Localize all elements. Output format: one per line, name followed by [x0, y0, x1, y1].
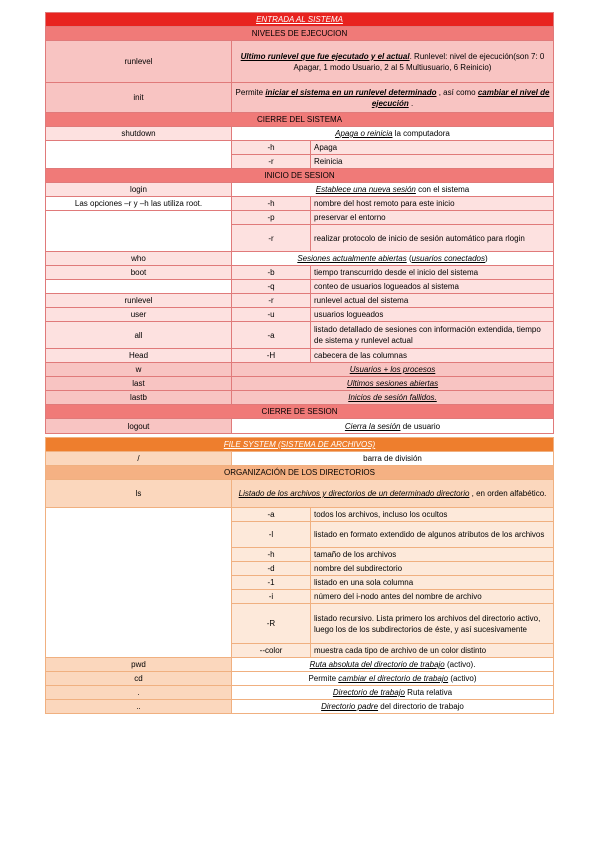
description-link: cambiar el directorio de trabajo	[338, 674, 449, 683]
section-header: INICIO DE SESION	[46, 169, 554, 183]
table-title: ENTRADA AL SISTEMA	[46, 13, 554, 27]
option-cell: -h	[232, 548, 311, 562]
option-desc: realizar protocolo de inicio de sesión automático para rlogin	[311, 225, 554, 252]
option-cell: -r	[232, 294, 311, 308]
command-cell: runlevel	[46, 294, 232, 308]
text: con el sistema	[415, 185, 470, 194]
description-cell	[232, 83, 554, 113]
description-cell	[232, 658, 554, 672]
section-header: NIVELES DE EJECUCION	[46, 27, 554, 41]
table-title: FILE SYSTEM (SISTEMA DE ARCHIVOS)	[46, 438, 554, 452]
option-desc: listado en una sola columna	[311, 576, 554, 590]
empty-cell	[46, 141, 232, 169]
description-cell	[232, 419, 554, 434]
text: del directorio de trabajo	[378, 702, 464, 711]
command-cell: lastb	[46, 391, 232, 405]
description-cell	[232, 41, 554, 83]
section-header: CIERRE DE SESION	[46, 405, 554, 419]
command-cell: .	[46, 686, 232, 700]
option-desc: preservar el entorno	[311, 211, 554, 225]
text: de usuario	[400, 421, 441, 431]
description-link: Ultimo runlevel que fue ejecutado y el actual	[240, 51, 410, 61]
option-cell: -r	[232, 225, 311, 252]
description-cell: barra de división	[232, 452, 554, 466]
option-cell: --color	[232, 644, 311, 658]
option-desc: usuarios logueados	[311, 308, 554, 322]
command-cell: runlevel	[46, 41, 232, 83]
description-cell	[232, 686, 554, 700]
option-desc: todos los archivos, incluso los ocultos	[311, 508, 554, 522]
description-cell	[232, 700, 554, 714]
text: )	[485, 254, 488, 263]
command-cell: ..	[46, 700, 232, 714]
command-cell: boot	[46, 266, 232, 280]
text: (	[406, 254, 412, 263]
command-cell: Head	[46, 349, 232, 363]
command-cell: ls	[46, 480, 232, 508]
description-link: Directorio de trabajo	[332, 688, 405, 697]
option-cell: -r	[232, 155, 311, 169]
option-desc: Apaga	[311, 141, 554, 155]
description-link: Ruta absoluta del directorio de trabajo	[309, 660, 445, 669]
command-cell: last	[46, 377, 232, 391]
text: (activo).	[444, 660, 476, 669]
text: la computadora	[392, 129, 450, 138]
text: Permite	[235, 87, 266, 97]
text: .	[408, 98, 414, 108]
description-link: iniciar el sistema en un runlevel determinado	[265, 87, 437, 97]
empty-cell	[46, 508, 232, 658]
description-link: Listado de los archivos y directorios de un determinado directorio	[238, 489, 470, 498]
option-desc: nombre del host remoto para este inicio	[311, 197, 554, 211]
option-desc: cabecera de las columnas	[311, 349, 554, 363]
option-desc: muestra cada tipo de archivo de un color distinto	[311, 644, 554, 658]
command-cell: init	[46, 83, 232, 113]
text: Permite	[308, 674, 339, 683]
option-desc: tiempo transcurrido desde el inicio del sistema	[311, 266, 554, 280]
option-cell: -q	[232, 280, 311, 294]
command-cell	[46, 280, 232, 294]
option-desc: runlevel actual del sistema	[311, 294, 554, 308]
option-desc: conteo de usuarios logueados al sistema	[311, 280, 554, 294]
description-text: . Runlevel: nivel de ejecución(son 7: 0 Apagar, 1 modo Usuario, 2 al 5 Multiusuario, 6 Reinicio)	[293, 51, 545, 72]
option-cell: -h	[232, 197, 311, 211]
text: , así como	[436, 87, 478, 97]
command-cell: w	[46, 363, 232, 377]
option-desc: nombre del subdirectorio	[311, 562, 554, 576]
option-cell: -a	[232, 508, 311, 522]
option-cell: -u	[232, 308, 311, 322]
option-desc: Reinicia	[311, 155, 554, 169]
command-cell: login	[46, 183, 232, 197]
option-cell: -H	[232, 349, 311, 363]
description-cell	[232, 127, 554, 141]
option-desc: listado recursivo. Lista primero los archivos del directorio activo, luego los de los subdirectorios de éste, y así sucesivamente	[311, 604, 554, 644]
option-desc: listado detallado de sesiones con información extendida, tiempo de sistema y runlevel actual	[311, 322, 554, 349]
empty-cell	[46, 211, 232, 252]
file-system-table	[45, 437, 554, 714]
command-cell: logout	[46, 419, 232, 434]
command-cell: cd	[46, 672, 232, 686]
text: Ruta relativa	[404, 688, 453, 697]
option-cell: -d	[232, 562, 311, 576]
option-cell: -i	[232, 590, 311, 604]
description-cell: Ultimos sesiones abiertas	[232, 377, 554, 391]
description-cell	[232, 672, 554, 686]
entrada-sistema-table	[45, 12, 554, 434]
command-cell: who	[46, 252, 232, 266]
option-cell: -1	[232, 576, 311, 590]
description-link: cambiar el nivel de ejecución	[371, 87, 550, 108]
option-cell: -h	[232, 141, 311, 155]
option-cell: -R	[232, 604, 311, 644]
description-link: Cierra la sesión	[344, 421, 401, 431]
option-desc: listado en formato extendido de algunos atributos de los archivos	[311, 522, 554, 548]
option-desc: tamaño de los archivos	[311, 548, 554, 562]
option-desc: número del i-nodo antes del nombre de archivo	[311, 590, 554, 604]
description-link: usuarios conectados	[411, 254, 485, 263]
description-cell	[232, 480, 554, 508]
option-cell: -p	[232, 211, 311, 225]
description-link: Directorio padre	[321, 702, 379, 711]
text: (activo)	[448, 674, 477, 683]
description-link: Establece una nueva sesión	[315, 185, 416, 194]
command-cell: all	[46, 322, 232, 349]
description-cell: Usuarios + los procesos	[232, 363, 554, 377]
description-cell	[232, 183, 554, 197]
option-cell: -l	[232, 522, 311, 548]
option-cell: -a	[232, 322, 311, 349]
option-cell: -b	[232, 266, 311, 280]
description-link: Sesiones actualmente abiertas	[297, 254, 407, 263]
command-cell: pwd	[46, 658, 232, 672]
note-cell: Las opciones –r y –h las utiliza root.	[46, 197, 232, 211]
text: , en orden alfabético.	[469, 489, 547, 498]
command-cell: shutdown	[46, 127, 232, 141]
description-cell	[232, 252, 554, 266]
command-cell: user	[46, 308, 232, 322]
description-cell: Inicios de sesión fallidos.	[232, 391, 554, 405]
section-header: ORGANIZACIÓN DE LOS DIRECTORIOS	[46, 466, 554, 480]
section-header: CIERRE DEL SISTEMA	[46, 113, 554, 127]
description-link: Apaga o reinicia	[335, 129, 393, 138]
command-cell: /	[46, 452, 232, 466]
